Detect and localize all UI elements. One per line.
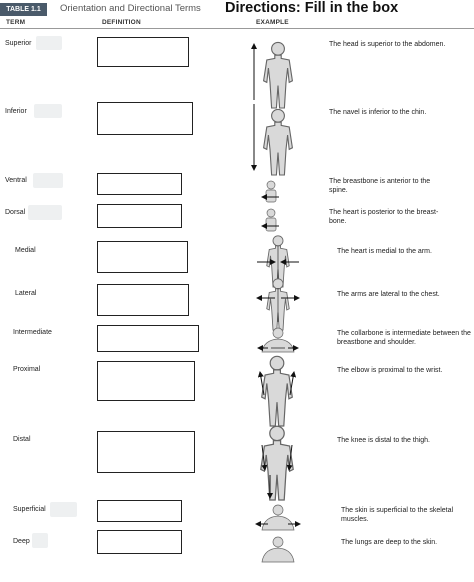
side-view-figure-icon [262,209,279,231]
table-title: Orientation and Directional Terms [60,3,201,14]
human-figure-icon [261,426,293,500]
term-dorsal: Dorsal [5,209,26,216]
term-distal: Distal [13,436,31,443]
table-tag: TABLE 1.1 [0,3,47,16]
example-medial: The heart is medial to the arm. [337,248,432,255]
term-ventral: Ventral [5,177,27,184]
bust-figure-icon [258,328,298,352]
term-medial: Medial [15,247,36,254]
human-figure-icon [264,109,293,175]
side-view-figure-icon [262,181,279,202]
human-figure-icon [262,356,293,426]
term-intermediate: Intermediate [13,329,52,336]
directions-heading: Directions: Fill in the box [225,0,399,16]
example-superficial: The skin is superficial to the skeletal muscles. [341,507,454,523]
example-superior: The head is superior to the abdomen. [329,41,446,48]
example-proximal: The elbow is proximal to the wrist. [337,367,443,374]
bust-figure-icon [256,505,300,530]
definition-column-header: DEFINITION [102,19,141,26]
example-lateral: The arms are lateral to the chest. [337,291,440,298]
term-inferior: Inferior [5,108,27,115]
term-proximal: Proximal [13,366,41,373]
example-inferior: The navel is inferior to the chin. [329,109,427,116]
example-distal: The knee is distal to the thigh. [337,437,430,444]
example-column-header: EXAMPLE [256,19,289,26]
human-figure-icon [264,42,293,108]
term-column-header: TERM [6,19,26,26]
term-superficial: Superficial [13,506,46,513]
bust-figure-icon [262,537,294,562]
example-ventral: The breastbone is anterior to the spine. [329,178,431,194]
term-superior: Superior [5,40,32,47]
example-dorsal: The heart is posterior to the breast-bone. [329,209,439,225]
example-deep: The lungs are deep to the skin. [341,539,438,546]
example-intermediate: The collarbone is intermediate between the breastbone and shoulder. [337,330,471,346]
term-lateral: Lateral [15,290,37,297]
term-deep: Deep [13,538,30,545]
